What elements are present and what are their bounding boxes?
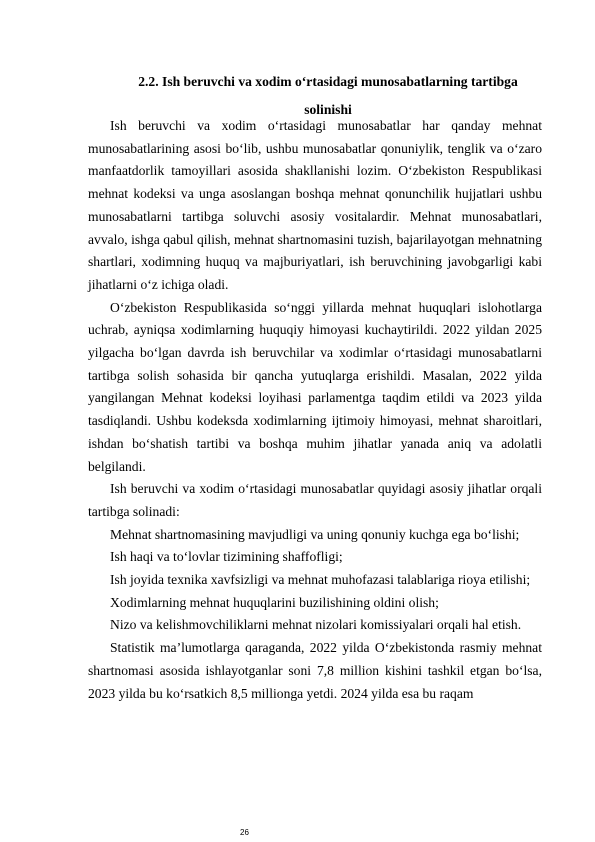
section-heading-line-2: solinishi bbox=[304, 102, 352, 117]
paragraph-intro: Ish beruvchi va xodim o‘rtasidagi munosabatlar har qanday mehnat munosabatlarining asosi bo‘lib, ushbu munosabatlar qonuniylik, tenglik va o‘zaro manfaatdorlik tamoyillari asosida shakllanishi lozim. O‘zbekiston Respublikasi mehnat kodeksi va unga asoslangan boshqa mehnat qonunchilik hujjatlari ushbu munosabatlarni tartibga soluvchi asosiy vositalardir. Mehnat munosabatlari, avvalo, ishga qabul qilish, mehnat shartnomasini tuzish, bajarilayotgan mehnatning shartlari, xodimning huquq va majburiyatlari, ish beruvchining javobgarligi kabi jihatlarni o‘z ichiga oladi. bbox=[88, 118, 542, 292]
page-number: 26 bbox=[240, 828, 249, 837]
paragraph-reforms: O‘zbekiston Respublikasida so‘nggi yillarda mehnat huquqlari islohotlarga uchrab, ayniqsa xodimlarning huquqiy himoyasi kuchaytirildi. 2022 yildan 2025 yilgacha bo‘lgan davrda ish beruvchilar va xodimlar o‘rtasidagi munosabatlarni tartibga solish sohasida bir qancha yutuqlarga erishildi. Masalan, 2022 yilda yangilangan Mehnat kodeksi loyihasi parlamentga taqdim etildi va 2023 yilda tasdiqlandi. Ushbu kodeksda xodimlarning ijtimoiy himoyasi, mehnat sharoitlari, ishdan bo‘shatish tartibi va boshqa muhim jihatlar yanada aniq va adolatli belgilandi. bbox=[88, 299, 542, 474]
body-text bbox=[88, 115, 542, 705]
list-item-contract: Mehnat shartnomasining mavjudligi va uning qonuniy kuchga ega bo‘lishi; bbox=[110, 526, 520, 542]
list-item-wages: Ish haqi va to‘lovlar tizimining shaffofligi; bbox=[110, 549, 343, 565]
paragraph-aspects-intro: Ish beruvchi va xodim o‘rtasidagi munosabatlar quyidagi asosiy jihatlar orqali tartibga solinadi: bbox=[88, 481, 542, 519]
list-item-disputes: Nizo va kelishmovchiliklarni mehnat nizolari komissiyalari orqali hal etish. bbox=[110, 617, 522, 633]
section-heading-line-1: 2.2. Ish beruvchi va xodim o‘rtasidagi munosabatlarning tartibga bbox=[138, 74, 518, 89]
list-item-safety: Ish joyida texnika xavfsizligi va mehnat muhofazasi talablariga rioya etilishi; bbox=[110, 572, 531, 588]
paragraph-statistics: Statistik ma’lumotlarga qaraganda, 2022 yilda O‘zbekistonda rasmiy mehnat shartnomasi asosida ishlayotganlar soni 7,8 million kishini tashkil etgan bo‘lsa, 2023 yilda bu ko‘rsatkich 8,5 millionga yetdi. 2024 yilda esa bu raqam bbox=[88, 640, 542, 701]
list-item-rights: Xodimlarning mehnat huquqlarini buzilishining oldini olish; bbox=[110, 594, 439, 610]
